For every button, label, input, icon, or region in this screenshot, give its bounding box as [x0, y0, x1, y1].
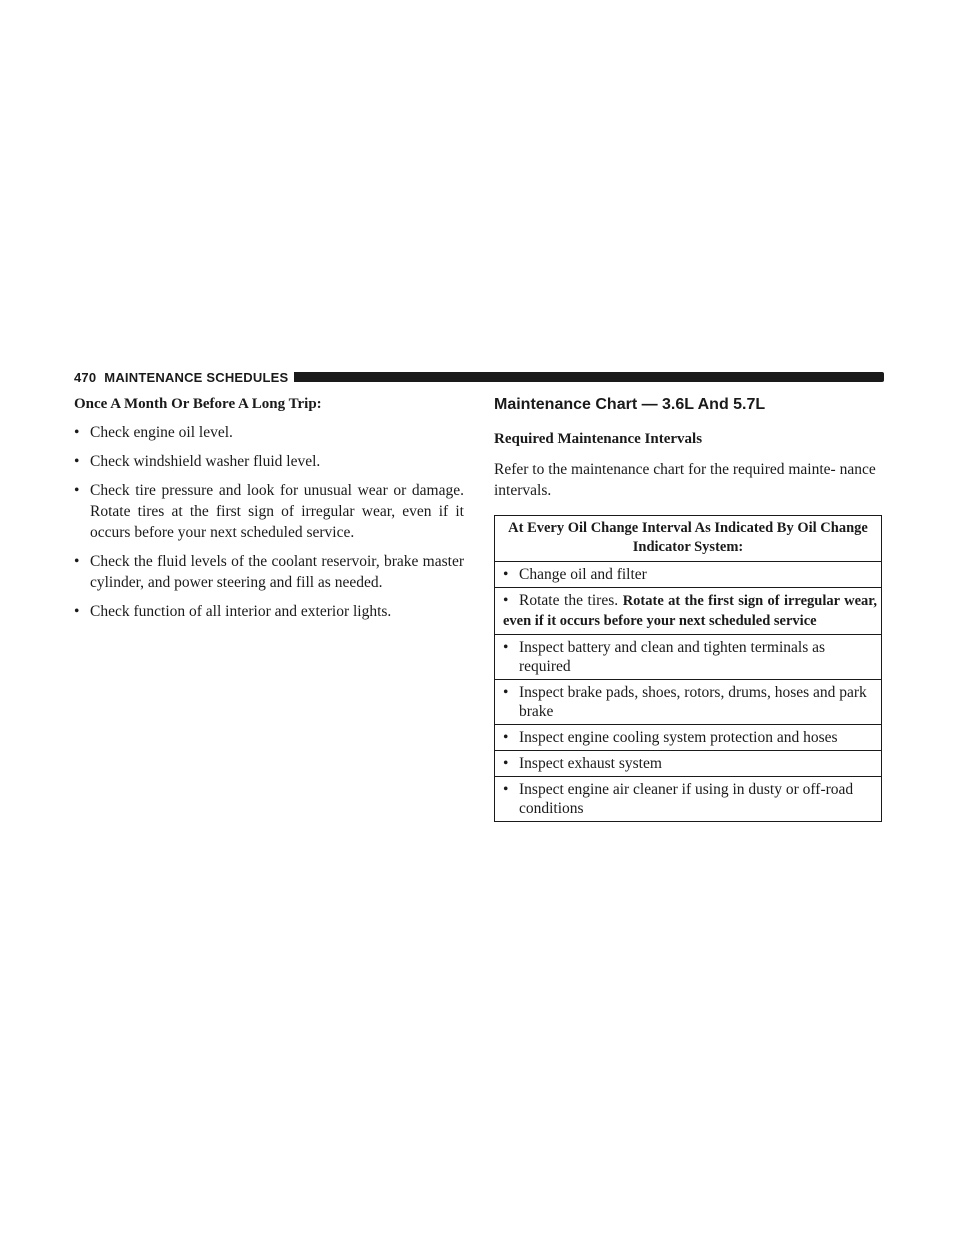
list-item: • Check engine oil level.	[74, 424, 233, 441]
bullet-icon: •	[503, 729, 509, 746]
table-row	[495, 680, 882, 725]
maintenance-table	[494, 515, 882, 822]
table-cell-text: Inspect brake pads, shoes, rotors, drums, hoses and park brake	[519, 684, 867, 720]
table-cell-text: Inspect engine cooling system protection and hoses	[519, 729, 838, 746]
table-cell-note: Rotate at the first sign of irregular wear, even if it occurs before your next scheduled service	[503, 593, 877, 629]
list-item: • Check tire pressure and look for unusual wear or damage. Rotate tires at the first sign of irregular wear, even if it occurs before your next scheduled service.	[74, 482, 464, 541]
table-row	[495, 751, 882, 777]
page-number: 470	[74, 369, 97, 385]
bullet-icon: •	[74, 424, 80, 441]
table-header: At Every Oil Change Interval As Indicated By Oil Change Indicator System:	[495, 516, 882, 562]
table-cell-text: Inspect battery and clean and tighten terminals as required	[519, 639, 826, 675]
list-item: • Check the fluid levels of the coolant reservoir, brake master cylinder, and power steering and fill as needed.	[74, 553, 464, 591]
bullet-icon: •	[503, 781, 509, 798]
intro-paragraph: Refer to the maintenance chart for the required mainte- nance intervals.	[494, 461, 876, 499]
bullet-icon: •	[503, 592, 509, 609]
bullet-icon: •	[74, 553, 80, 570]
table-cell-text: Rotate the tires.	[519, 592, 619, 609]
list-item: • Check function of all interior and exterior lights.	[74, 603, 392, 620]
bullet-icon: •	[503, 755, 509, 772]
table-row	[495, 588, 882, 635]
header-rule	[294, 372, 884, 382]
table-cell-text: Inspect exhaust system	[519, 755, 662, 772]
table-row	[495, 777, 882, 822]
table-cell-text: Inspect engine air cleaner if using in dusty or off-road conditions	[519, 781, 854, 817]
list-item: • Check windshield washer fluid level.	[74, 453, 321, 470]
section-header-title: MAINTENANCE SCHEDULES	[104, 369, 289, 385]
bullet-icon: •	[503, 566, 509, 583]
bullet-icon: •	[74, 453, 80, 470]
table-row	[495, 725, 882, 751]
bullet-icon: •	[503, 639, 509, 656]
required-intervals-heading: Required Maintenance Intervals	[494, 431, 703, 447]
table-row	[495, 635, 882, 680]
bullet-icon: •	[74, 482, 80, 499]
bullet-icon: •	[503, 684, 509, 701]
left-column	[74, 394, 464, 630]
table-cell-text: Change oil and filter	[519, 566, 647, 583]
table-row	[495, 562, 882, 588]
monthly-check-list	[74, 422, 464, 622]
bullet-icon: •	[74, 603, 80, 620]
maintenance-chart-title: Maintenance Chart — 3.6L And 5.7L	[494, 396, 766, 413]
page-header	[74, 368, 884, 386]
monthly-check-heading: Once A Month Or Before A Long Trip:	[74, 396, 322, 412]
right-column	[494, 394, 884, 822]
